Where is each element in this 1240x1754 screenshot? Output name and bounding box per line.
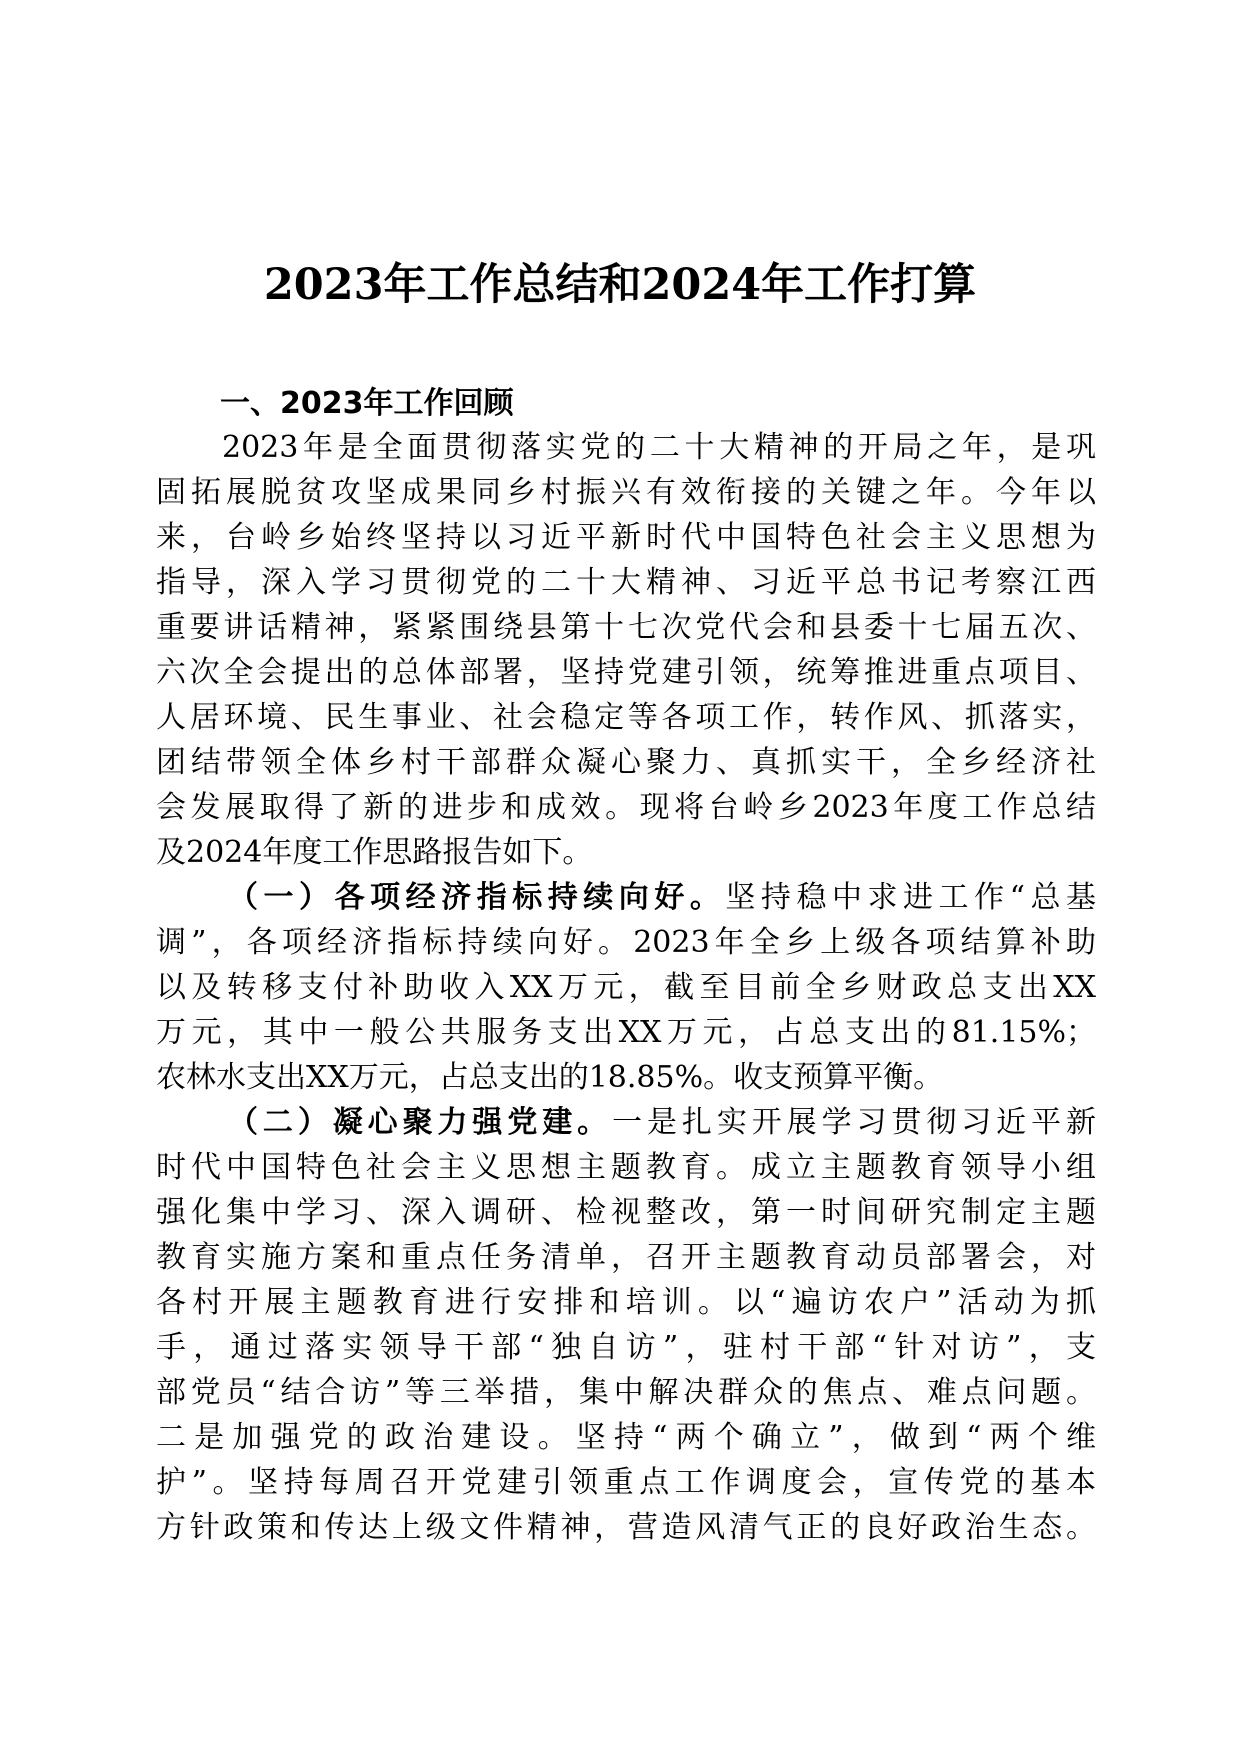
paragraph-line: 人居环境、民生事业、社会稳定等各项工作，转作风、抓落实，: [156, 700, 1096, 735]
economic-indicators-paragraph: [156, 875, 1096, 1100]
paragraph-text: 坚持稳中求进工作“总基: [725, 880, 1097, 915]
paragraph-line: 固拓展脱贫攻坚成果同乡村振兴有效衔接的关键之年。今年以: [156, 475, 1096, 510]
paragraph-line: [156, 1100, 1096, 1145]
paragraph-line: 来，台岭乡始终坚持以习近平新时代中国特色社会主义思想为: [156, 520, 1096, 555]
paragraph-line: 调”，各项经济指标持续向好。2023年全乡上级各项结算补助: [156, 925, 1096, 960]
paragraph-line: 教育实施方案和重点任务清单，召开主题教育动员部署会，对: [156, 1240, 1096, 1275]
subsection-heading-party-building: （二）凝心聚力强党建。: [228, 1105, 613, 1140]
paragraph-line: 指导，深入学习贯彻党的二十大精神、习近平总书记考察江西: [156, 565, 1096, 600]
paragraph-line: 团结带领全体乡村干部群众凝心聚力、真抓实干，全乡经济社: [156, 745, 1096, 780]
paragraph-line: 各村开展主题教育进行安排和培训。以“遍访农户”活动为抓: [156, 1285, 1096, 1320]
paragraph-line: 以及转移支付补助收入XX万元，截至目前全乡财政总支出XX: [156, 970, 1096, 1005]
section-heading-work-review: 一、2023年工作回顾: [220, 386, 514, 421]
paragraph-line: 时代中国特色社会主义思想主题教育。成立主题教育领导小组: [156, 1150, 1096, 1185]
paragraph-line: 重要讲话精神，紧紧围绕县第十七次党代会和县委十七届五次、: [156, 610, 1096, 645]
paragraph-line: 农林水支出XX万元，占总支出的18.85%。收支预算平衡。: [156, 1060, 944, 1095]
paragraph-line: 2023年是全面贯彻落实党的二十大精神的开局之年，是巩: [222, 430, 1096, 465]
intro-paragraph: [156, 425, 1096, 875]
paragraph-line: 会发展取得了新的进步和成效。现将台岭乡2023年度工作总结: [156, 790, 1096, 825]
paragraph-line: 及2024年度工作思路报告如下。: [156, 835, 593, 870]
paragraph-line: 强化集中学习、深入调研、检视整改，第一时间研究制定主题: [156, 1195, 1096, 1230]
paragraph-line: 手，通过落实领导干部“独自访”，驻村干部“针对访”，支: [156, 1330, 1096, 1365]
paragraph-line: 二是加强党的政治建设。坚持“两个确立”，做到“两个维: [156, 1420, 1096, 1455]
paragraph-line: 六次全会提出的总体部署，坚持党建引领，统筹推进重点项目、: [156, 655, 1096, 690]
paragraph-line: 部党员“结合访”等三举措，集中解决群众的焦点、难点问题。: [156, 1375, 1096, 1410]
subsection-heading-economy: （一）各项经济指标持续向好。: [228, 880, 726, 915]
paragraph-line: 方针政策和传达上级文件精神，营造风清气正的良好政治生态。: [156, 1510, 1096, 1545]
paragraph-text: 一是扎实开展学习贯彻习近平新: [612, 1105, 1097, 1140]
paragraph-line: 护”。坚持每周召开党建引领重点工作调度会，宣传党的基本: [156, 1465, 1096, 1500]
party-building-paragraph: [156, 1100, 1096, 1550]
document-body: [156, 425, 1096, 1550]
paragraph-line: [156, 875, 1096, 920]
document-title: 2023年工作总结和2024年工作打算: [263, 260, 977, 310]
paragraph-line: 万元，其中一般公共服务支出XX万元，占总支出的81.15%；: [156, 1015, 1096, 1050]
